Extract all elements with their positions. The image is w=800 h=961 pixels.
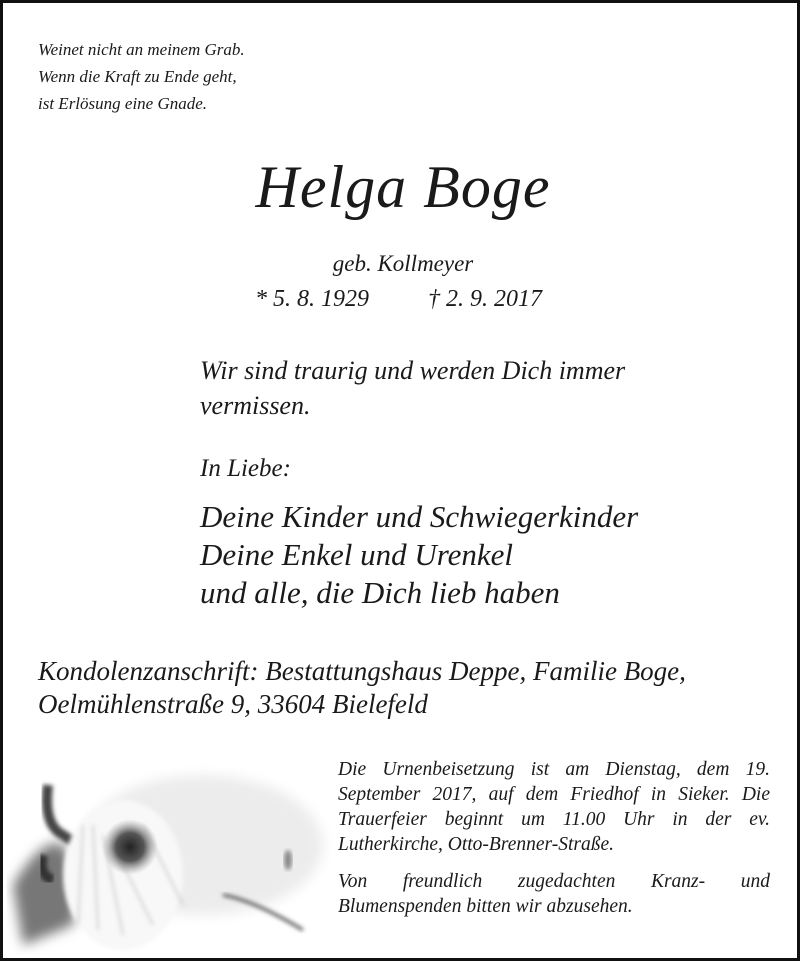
quote-line: Wenn die Kraft zu Ende geht, — [38, 67, 237, 86]
in-love-label: In Liebe: — [200, 455, 291, 482]
death-date: † 2. 9. 2017 — [428, 286, 542, 312]
flower-image — [3, 725, 333, 958]
quote — [38, 36, 245, 117]
maiden-name: geb. Kollmeyer — [332, 251, 474, 276]
address-line: Kondolenzanschrift: Bestattungshaus Deppe, Familie Boge, — [38, 656, 686, 686]
message — [200, 353, 625, 423]
deceased-name: Helga Boge — [255, 154, 551, 220]
quote-line: ist Erlösung eine Gnade. — [38, 94, 208, 113]
flowers-note: Von freundlich zugedachten Kranz- und Blumenspenden bitten wir abzusehen. — [338, 871, 770, 917]
message-line: vermissen. — [200, 391, 311, 420]
quote-line: Weinet nicht an meinem Grab. — [38, 40, 245, 59]
family-line: Deine Enkel und Urenkel — [200, 537, 514, 572]
funeral-info: Die Urnenbeisetzung ist am Dienstag, dem 19. September 2017, auf dem Friedhof in Sieker. Die Trauerfeier beginnt um 11.00 Uhr in der ev. Lutherkirche, Otto-Brenner-Straße. — [338, 759, 770, 855]
address-line: Oelmühlenstraße 9, 33604 Bielefeld — [38, 689, 428, 719]
message-line: Wir sind traurig und werden Dich immer — [200, 356, 626, 385]
condolence-address — [38, 655, 686, 721]
family-line: Deine Kinder und Schwiegerkinder — [200, 499, 639, 534]
family-list — [200, 498, 638, 612]
family-line: und alle, die Dich lieb haben — [200, 575, 560, 610]
birth-date: * 5. 8. 1929 — [255, 286, 369, 312]
